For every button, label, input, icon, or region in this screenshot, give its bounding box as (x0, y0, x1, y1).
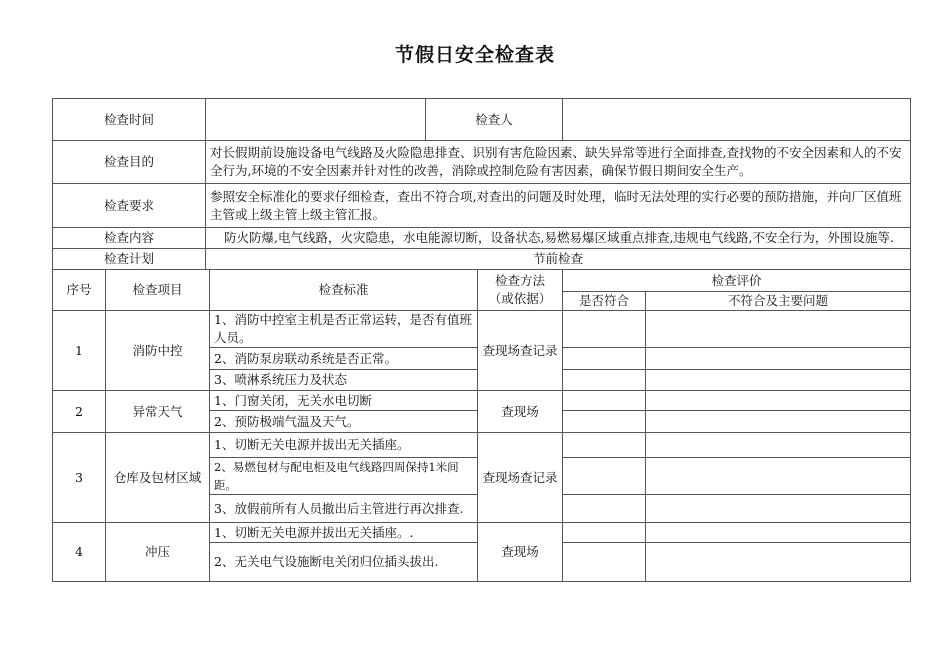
row-standard: 3、喷淋系统压力及状态 (210, 370, 478, 391)
row-no: 2 (53, 391, 106, 433)
row-method: 查现场查记录 (478, 433, 563, 523)
content-label: 检查内容 (53, 228, 206, 249)
row-method: 查现场 (478, 391, 563, 433)
header-no: 序号 (53, 270, 106, 311)
purpose-label: 检查目的 (53, 141, 206, 184)
problem-cell[interactable] (646, 458, 911, 495)
plan-label: 检查计划 (53, 249, 206, 270)
row-standard: 2、易燃包材与配电柜及电气线路四周保持1米间距。 (210, 458, 478, 495)
header-item: 检查项目 (106, 270, 210, 311)
conform-cell[interactable] (563, 391, 646, 411)
problem-cell[interactable] (646, 523, 911, 543)
row-standard: 1、门窗关闭，无关水电切断 (210, 391, 478, 411)
problem-cell[interactable] (646, 391, 911, 411)
conform-cell[interactable] (563, 523, 646, 543)
header-method-line2: （或依据） (488, 291, 552, 306)
header-standard: 检查标准 (210, 270, 478, 311)
row-standard: 3、放假前所有人员撤出后主管进行再次排查. (210, 495, 478, 523)
row-no: 4 (53, 523, 106, 582)
conform-cell[interactable] (563, 370, 646, 391)
page-title: 节假日安全检查表 (394, 44, 555, 66)
problem-cell[interactable] (646, 370, 911, 391)
row-item: 仓库及包材区域 (106, 433, 210, 523)
row-standard: 2、预防极端气温及天气。 (210, 411, 478, 433)
row-method: 查现场 (478, 523, 563, 582)
problem-cell[interactable] (646, 311, 911, 348)
requirement-label: 检查要求 (53, 184, 206, 228)
row-standard: 1、切断无关电源并拔出无关插座。. (210, 523, 478, 543)
row-item: 消防中控 (106, 311, 210, 391)
header-evaluation: 检查评价 (563, 270, 911, 292)
time-field[interactable] (206, 99, 426, 141)
purpose-text: 对长假期前设施设备电气线路及火险隐患排查、识别有害危险因素、缺失异常等进行全面排查,查找物的不安全因素和人的不安全行为,环境的不安全因素并针对性的改善，消除或控制危险有害因素，确保节假日期间安全生产。 (206, 141, 911, 184)
conform-cell[interactable] (563, 433, 646, 458)
row-standard: 1、切断无关电源并拔出无关插座。 (210, 433, 478, 458)
row-no: 3 (53, 433, 106, 523)
header-method-line1: 检查方法 (495, 273, 546, 288)
row-standard: 2、消防泵房联动系统是否正常。 (210, 348, 478, 370)
row-no: 1 (53, 311, 106, 391)
conform-cell[interactable] (563, 311, 646, 348)
conform-cell[interactable] (563, 348, 646, 370)
inspection-table (52, 98, 911, 582)
row-method: 查现场查记录 (478, 311, 563, 391)
conform-cell[interactable] (563, 543, 646, 582)
row-item: 异常天气 (106, 391, 210, 433)
content-text: 防火防爆,电气线路，火灾隐患，水电能源切断，设备状态,易燃易爆区域重点排查,违规电气线路,不安全行为，外围设施等. (206, 228, 911, 249)
person-field[interactable] (563, 99, 911, 141)
header-problems: 不符合及主要问题 (646, 292, 911, 311)
problem-cell[interactable] (646, 495, 911, 523)
conform-cell[interactable] (563, 495, 646, 523)
header-method (478, 270, 563, 311)
person-label: 检查人 (426, 99, 563, 141)
conform-cell[interactable] (563, 411, 646, 433)
problem-cell[interactable] (646, 433, 911, 458)
problem-cell[interactable] (646, 543, 911, 582)
problem-cell[interactable] (646, 411, 911, 433)
time-label: 检查时间 (53, 99, 206, 141)
row-standard: 1、消防中控室主机是否正常运转，是否有值班人员。 (210, 311, 478, 348)
conform-cell[interactable] (563, 458, 646, 495)
plan-text: 节前检查 (206, 249, 911, 270)
problem-cell[interactable] (646, 348, 911, 370)
row-standard: 2、无关电气设施断电关闭归位插头拔出. (210, 543, 478, 582)
row-item: 冲压 (106, 523, 210, 582)
requirement-text: 参照安全标准化的要求仔细检查，查出不符合项,对查出的问题及时处理，临时无法处理的实行必要的预防措施，并向厂区值班主管或上级主管上级主管汇报。 (206, 184, 911, 228)
header-conform: 是否符合 (563, 292, 646, 311)
